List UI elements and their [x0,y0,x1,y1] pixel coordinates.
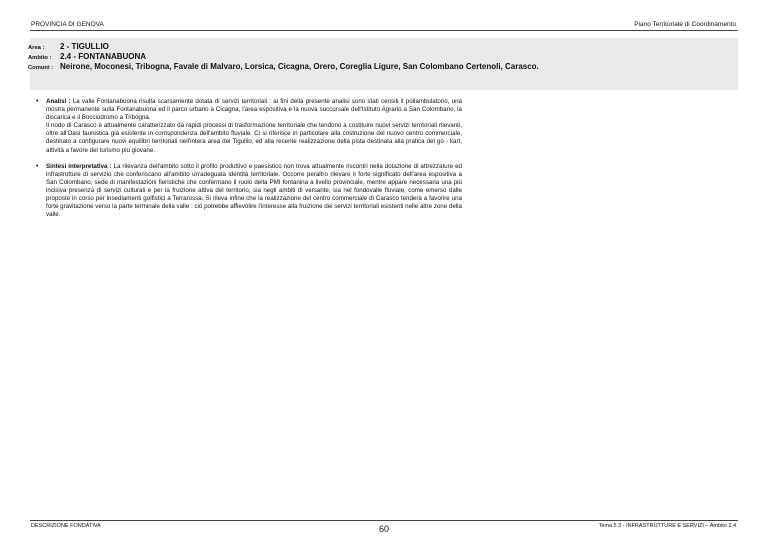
header-divider [30,30,738,31]
document-body [36,98,462,227]
page-number: 60 [378,524,390,534]
section-paragraph: La valle Fontanabuona risulta scarsamente dotata di servizi territoriali : ai fini della presente analisi sono stati censiti il poliambulatorio, una mostra permanente sulla Fontanabuona ed il parco urbano a Cicagna, l'area espositiva e la nuova succursale dell'Istituto Agrario a San Colombano, la discarica e il Bocciodromo a Tribogna. [46,98,462,122]
footer-theme: Tema 5.3 - INFRASTRUTTURE E SERVIZI – Ambito 2.4 [598,523,736,529]
comuni-label: Comuni : [28,65,54,71]
section-title: Analisi : [46,98,71,105]
ambito-label: Ambito : [28,55,52,61]
bullet-icon: • [36,98,39,105]
section-sintesi [36,163,462,220]
section-paragraph: Il nodo di Carasco è attualmente caratterizzato da rapidi processi di trasformazione territoriale che tendono a costituire nuovi servizi territoriali rilevanti, oltre all'Oasi faunistica già esistente in corrispondenza dell'ambito fluviale. Ci si riferisce in particolare alla costruzione del nuovo centro commerciale, destinato a configurare nuovi equilibri territoriali nell'intera area del Tigullio, ed alla recente realizzazione della pista destinata alla pratica del go - kart, attività a favore del turismo più giovane. [46,122,462,154]
section-title: Sintesi interpretativa : [46,162,112,170]
footer-divider [30,520,738,521]
section-analisi [36,98,462,155]
ambito-value: 2.4 - FONTANABUONA [60,52,147,61]
area-value: 2 - TIGULLIO [60,42,109,51]
header-organization: PROVINCIA DI GENOVA [31,21,104,28]
area-row [28,42,109,51]
section-paragraph: La rilevanza dell'ambito sotto il profilo produttivo e paesistico non trova attualmente riscontri nella dotazione di attrezzature ed infrastrutture di servizio che conferiscano all'ambito un'adeguata identità territoriale. Occorre peraltro rilevare il forte significato dell'area espositiva a San Colombano, sede di manifestazioni fieristiche che confermano il ruolo della PMI fontanina a livello provinciale, mentre appare necessaria una più incisiva presenza di servizi culturali e per la fruizione attiva del territorio, sia negli ambiti di versante, sia nel fondovalle fluviale, come emerso dalle proposte in corso per insediamenti golfistici a Terrarossa. Si rileva infine che la realizzazione del centro commerciale di Carasco tenderà a favorire una forte gravitazione verso la parte terminale della valle : ciò potrebbe affievolire l'interesse alla fruizione dei servizi territoriali esistenti nelle altre zone della valle. [46,162,462,219]
header-document-title: Piano Territoriale di Coordinamento [634,21,736,28]
footer-section-name: DESCRIZIONE FONDATIVA [31,523,101,529]
comuni-row [28,62,539,71]
comuni-value: Neirone, Moconesi, Tribogna, Favale di Malvaro, Lorsica, Cicagna, Orero, Coreglia Ligure, San Colombano Certenoli, Carasco. [60,62,539,71]
bullet-icon: • [36,162,39,170]
ambito-row [28,52,146,61]
area-label: Area : [28,45,45,51]
